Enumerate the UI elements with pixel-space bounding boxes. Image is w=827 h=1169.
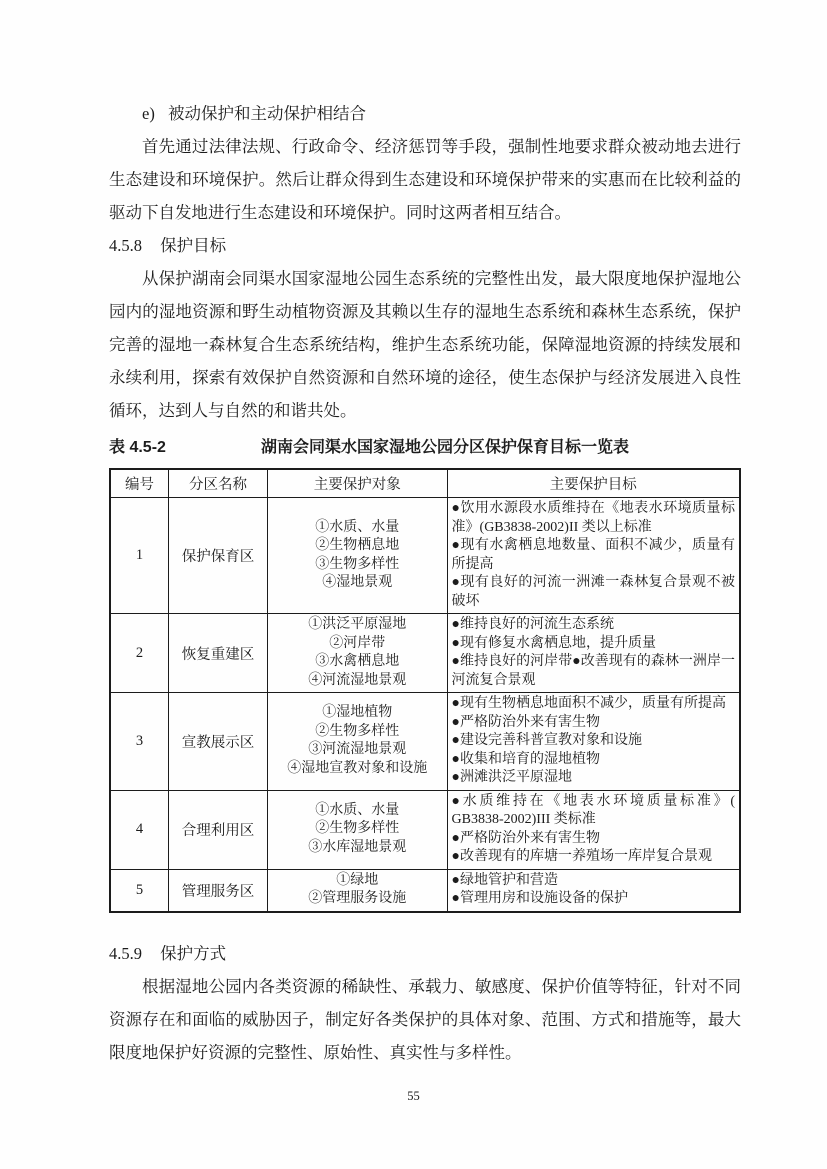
table-row xyxy=(110,498,740,614)
protection-targets-cell xyxy=(447,614,740,693)
zone-name-cell: 保护保育区 xyxy=(169,498,268,614)
zoning-protection-table xyxy=(109,468,741,913)
protection-target-item: ●建设完善科普宣教对象和设施 xyxy=(451,733,642,748)
protection-object-item: ③生物多样性 xyxy=(315,556,400,572)
section-459-paragraph: 根据湿地公园内各类资源的稀缺性、承载力、敏感度、保护价值等特征，针对不同资源存在和面临的威胁因子，制定好各类保护的具体对象、范围、方式和措施等，最大限度地保护好资源的完整性、原始性、真实性与多样性。 xyxy=(109,976,741,1062)
protection-object-item: ①洪泛平原湿地 xyxy=(308,617,407,632)
row-number-cell: 2 xyxy=(110,614,169,693)
protection-target-item: ●维持良好的河流生态系统 xyxy=(451,617,614,632)
section-number: 4.5.9 xyxy=(109,943,142,963)
protection-object-item: ③水禽栖息地 xyxy=(315,654,400,669)
protection-target-item: ●绿地管护和营造 xyxy=(451,872,558,888)
zoning-table-body xyxy=(110,498,740,912)
table-header-cell: 主要保护目标 xyxy=(447,469,740,498)
protection-object-item: ④湿地宣教对象和设施 xyxy=(287,760,428,776)
table-header-cell: 主要保护对象 xyxy=(267,469,447,498)
list-item-text: 被动保护和主动保护相结合 xyxy=(168,104,367,123)
protection-target-item: ●维持良好的河岸带●改善现有的森林一洲岸一河流复合景观 xyxy=(451,654,735,688)
section-heading-459 xyxy=(109,937,741,970)
protection-object-item: ④湿地景观 xyxy=(322,575,393,590)
protection-targets-cell xyxy=(447,693,740,791)
table-row xyxy=(110,869,740,912)
protection-object-item: ②生物多样性 xyxy=(315,821,400,837)
protection-object-item: ②管理服务设施 xyxy=(308,891,407,906)
protection-object-item: ③水库湿地景观 xyxy=(308,839,407,855)
protection-objects-cell xyxy=(267,693,447,791)
table-row xyxy=(110,693,740,791)
zone-name-cell: 合理利用区 xyxy=(169,790,268,869)
protection-targets-cell xyxy=(447,869,740,912)
protection-target-item: ●现有水禽栖息地数量、面积不减少，质量有所提高 xyxy=(451,538,735,572)
protection-target-item: ●现有生物栖息地面积不减少，质量有所提高 xyxy=(451,696,726,711)
protection-object-item: ①水质、水量 xyxy=(315,519,400,535)
protection-object-item: ①湿地植物 xyxy=(322,705,393,721)
table-title: 湖南会同渠水国家湿地公园分区保护保育目标一览表 xyxy=(260,439,629,456)
protection-object-item: ②河岸带 xyxy=(329,635,386,651)
section-number: 4.5.8 xyxy=(109,236,142,255)
zone-name-cell: 恢复重建区 xyxy=(169,614,268,693)
protection-target-item: ●现有良好的河流一洲滩一森林复合景观不被破坏 xyxy=(451,575,735,609)
page-content xyxy=(109,97,741,1069)
protection-target-item: ●严格防治外来有害生物 xyxy=(451,830,600,846)
row-number-cell: 4 xyxy=(110,790,169,869)
table-header-cell: 分区名称 xyxy=(169,469,268,498)
protection-object-item: ③河流湿地景观 xyxy=(308,742,407,758)
section-title: 保护目标 xyxy=(160,236,227,255)
table-row xyxy=(110,614,740,693)
protection-object-item: ①绿地 xyxy=(336,872,379,888)
zone-name-cell: 宣教展示区 xyxy=(169,693,268,791)
protection-target-item: ●管理用房和设施设备的保护 xyxy=(451,891,628,906)
page-number: 55 xyxy=(407,1089,420,1103)
list-item-e-heading xyxy=(109,97,741,130)
table-header-cell: 编号 xyxy=(110,469,169,498)
table-caption xyxy=(109,436,741,460)
table-header-row xyxy=(110,469,740,498)
protection-target-item: ●现有修复水禽栖息地，提升质量 xyxy=(451,635,656,651)
protection-target-item: ●饮用水源段水质维持在《地表水环境质量标准》(GB3838-2002)II 类以上标准 xyxy=(451,501,735,535)
row-number-cell: 1 xyxy=(110,498,169,614)
protection-targets-cell xyxy=(447,498,740,614)
protection-objects-cell xyxy=(267,614,447,693)
protection-target-item: ●收集和培育的湿地植物 xyxy=(451,751,600,767)
protection-target-item: ●严格防治外来有害生物 xyxy=(451,714,600,730)
zone-name-cell: 管理服务区 xyxy=(169,869,268,912)
section-458-paragraph: 从保护湖南会同渠水国家湿地公园生态系统的完整性出发，最大限度地保护湿地公园内的湿地资源和野生动植物资源及其赖以生存的湿地生态系统和森林生态系统，保护完善的湿地一森林复合生态系统结构，维护生态系统功能，保障湿地资源的持续发展和永续利用，探索有效保护自然资源和自然环境的途径，使生态保护与经济发展进入良性循环，达到人与自然的和谐共处。 xyxy=(109,269,741,420)
section-heading-458 xyxy=(109,229,741,262)
protection-object-item: ①水质、水量 xyxy=(315,802,400,818)
intro-paragraph: 首先通过法律法规、行政命令、经济惩罚等手段，强制性地要求群众被动地去进行生态建设和环境保护。然后让群众得到生态建设和环境保护带来的实惠而在比较利益的驱动下自发地进行生态建设和环境保护。同时这两者相互结合。 xyxy=(109,137,741,222)
row-number-cell: 5 xyxy=(110,869,169,912)
protection-object-item: ④河流湿地景观 xyxy=(308,672,407,688)
table-label: 表 4.5-2 xyxy=(109,439,166,456)
row-number-cell: 3 xyxy=(110,693,169,791)
protection-target-item: ●改善现有的库塘一养殖场一库岸复合景观 xyxy=(451,849,712,864)
protection-objects-cell xyxy=(267,790,447,869)
protection-object-item: ②生物多样性 xyxy=(315,723,400,739)
table-row xyxy=(110,790,740,869)
section-title: 保护方式 xyxy=(160,943,227,963)
protection-target-item: ●水质维持在《地表水环境质量标准》( GB3838-2002)III 类标准 xyxy=(451,793,735,827)
protection-objects-cell xyxy=(267,498,447,614)
protection-target-item: ●洲滩洪泛平原湿地 xyxy=(451,770,572,785)
protection-object-item: ②生物栖息地 xyxy=(315,538,400,553)
protection-targets-cell xyxy=(447,790,740,869)
protection-objects-cell xyxy=(267,869,447,912)
list-item-marker: e) xyxy=(142,104,155,123)
